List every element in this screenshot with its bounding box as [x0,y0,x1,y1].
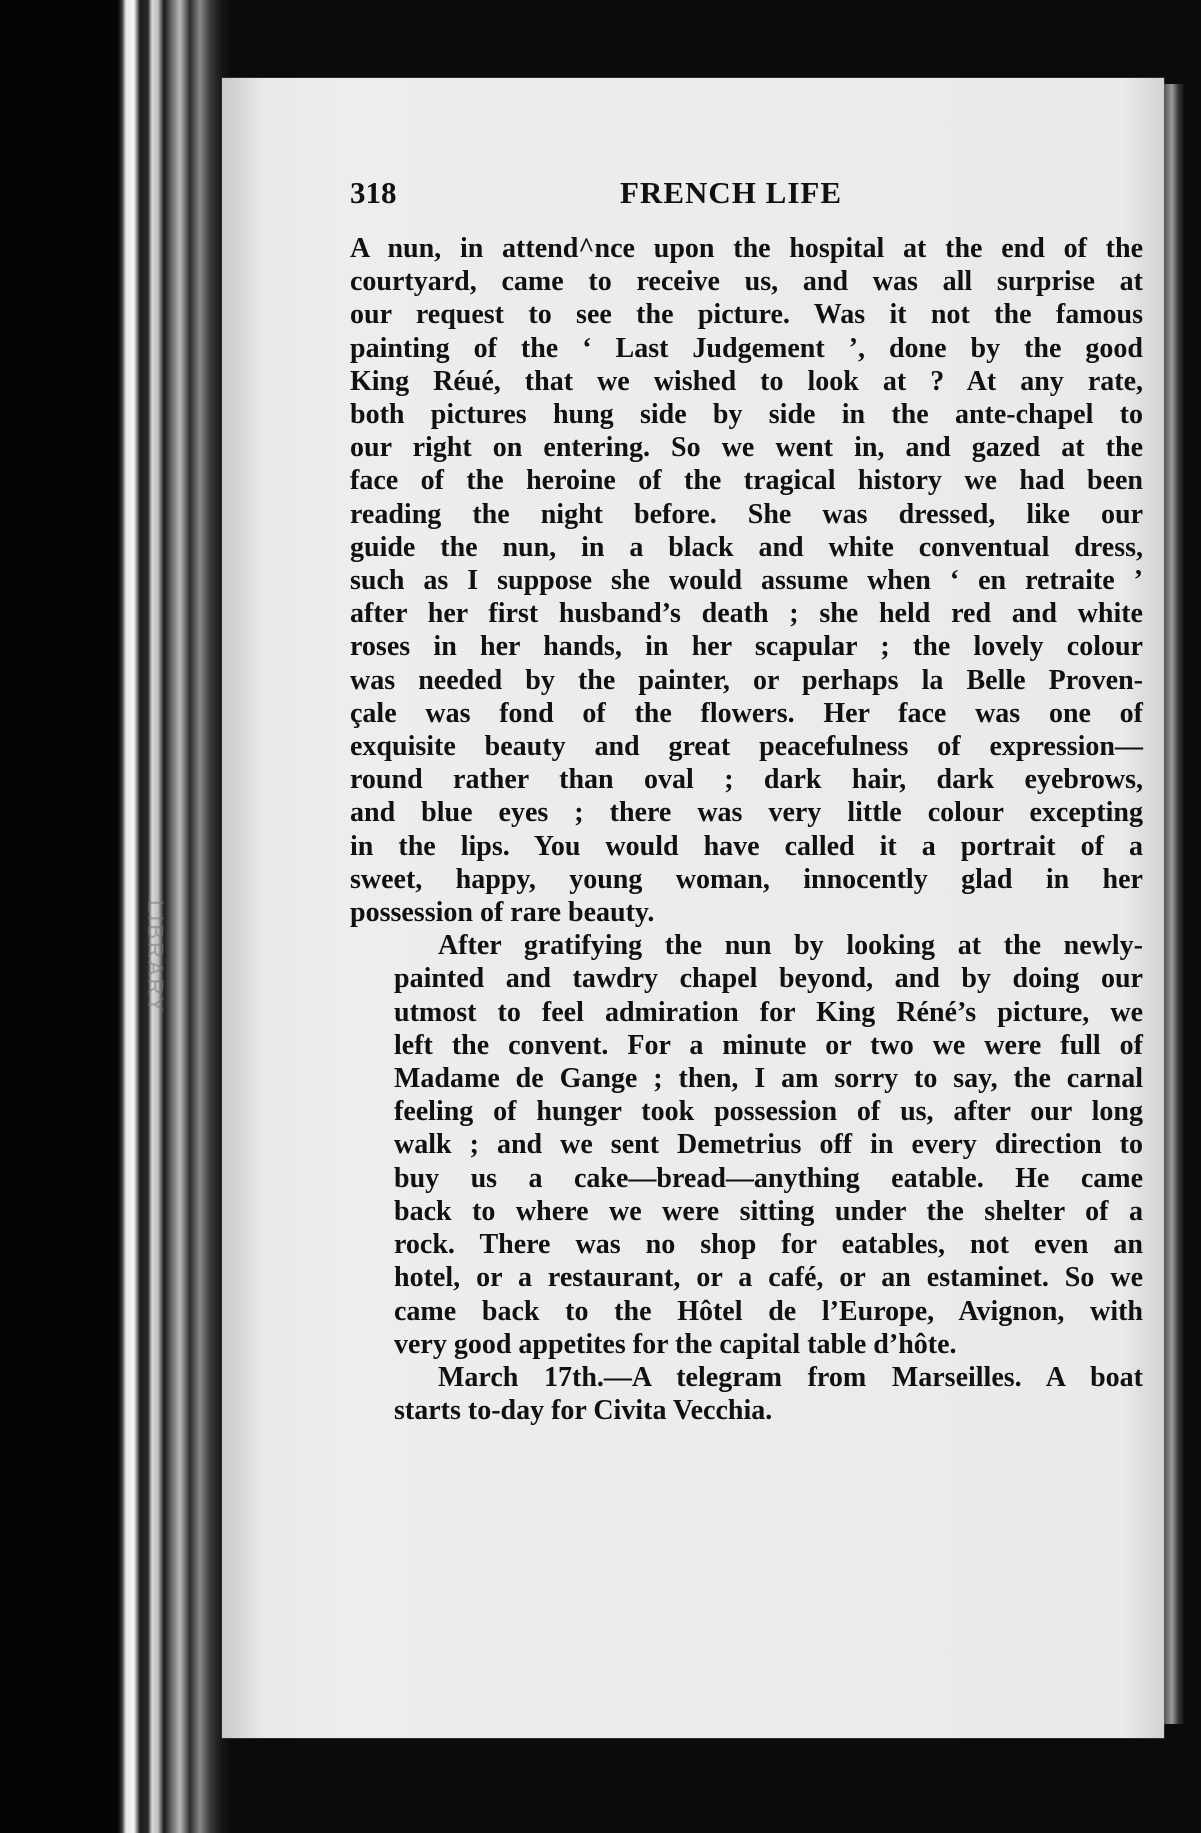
text-line: March 17th.—A telegram from Marseilles. A boat [438,1361,1143,1393]
text-line: buy us a cake—bread—anything eatable. He came [394,1162,1143,1194]
text-line: hotel, or a restaurant, or a café, or an estaminet. So we [394,1262,1143,1294]
text-line: such as I suppose she would assume when ‘ en retraite ’ [350,565,1143,597]
text-line: feeling of hunger took possession of us, after our long [394,1096,1143,1128]
page-right-edge [1164,84,1184,1724]
paragraph [350,232,1143,929]
text-line: after her first husband’s death ; she held red and white [350,598,1143,630]
text-line: our request to see the picture. Was it not the famous [350,299,1143,331]
text-line: çale was fond of the flowers. Her face was one of [350,697,1143,729]
text-line: After gratifying the nun by looking at the newly- [438,930,1143,962]
text-line: reading the night before. She was dressed, like our [350,498,1143,530]
text-line: very good appetites for the capital table d’hôte. [394,1328,957,1360]
paragraph [350,1361,1143,1427]
page-number: 318 [350,175,397,210]
text-line: Madame de Gange ; then, I am sorry to say, the carnal [394,1063,1143,1095]
text-line: guide the nun, in a black and white conventual dress, [350,531,1143,563]
text-line: both pictures hung side by side in the ante-chapel to [350,399,1143,431]
text-line: A nun, in attend^nce upon the hospital at the end of the [350,233,1143,264]
text-line: King Réué, that we wished to look at ? At any rate, [350,365,1143,397]
text-line: came back to the Hôtel de l’Europe, Avignon, with [394,1295,1143,1327]
text-line: walk ; and we sent Demetrius off in every direction to [394,1129,1143,1161]
text-line: face of the heroine of the tragical history we had been [350,465,1143,497]
text-line: rock. There was no shop for eatables, not even an [394,1229,1143,1261]
body-text [350,232,1143,1427]
text-line: and blue eyes ; there was very little colour excepting [350,797,1143,829]
running-head-title: FRENCH LIFE [620,175,842,210]
running-head [350,175,1140,215]
text-line: in the lips. You would have called it a portrait of a [350,830,1143,862]
text-line: left the convent. For a minute or two we were full of [394,1029,1143,1061]
text-line: possession of rare beauty. [350,897,655,929]
text-line: painting of the ‘ Last Judgement ’, done by the good [350,332,1143,364]
text-line: painted and tawdry chapel beyond, and by doing our [394,963,1143,995]
text-line: sweet, happy, young woman, innocently glad in her [350,863,1143,895]
text-line: courtyard, came to receive us, and was all surprise at [350,266,1143,298]
text-line: exquisite beauty and great peacefulness of expression— [350,731,1143,763]
text-line: round rather than oval ; dark hair, dark eyebrows, [350,764,1143,796]
book-spine [0,0,230,1833]
text-line: our right on entering. So we went in, and gazed at the [350,432,1143,464]
text-line: roses in her hands, in her scapular ; the lovely colour [350,631,1143,663]
spine-library-stamp: LIBRARY [143,900,168,1015]
text-line: starts to-day for Civita Vecchia. [394,1395,773,1427]
paragraph [350,929,1143,1361]
text-line: back to where we were sitting under the shelter of a [394,1195,1143,1227]
text-line: utmost to feel admiration for King Réné’s picture, we [394,996,1143,1028]
text-line: was needed by the painter, or perhaps la Belle Proven- [350,664,1143,696]
